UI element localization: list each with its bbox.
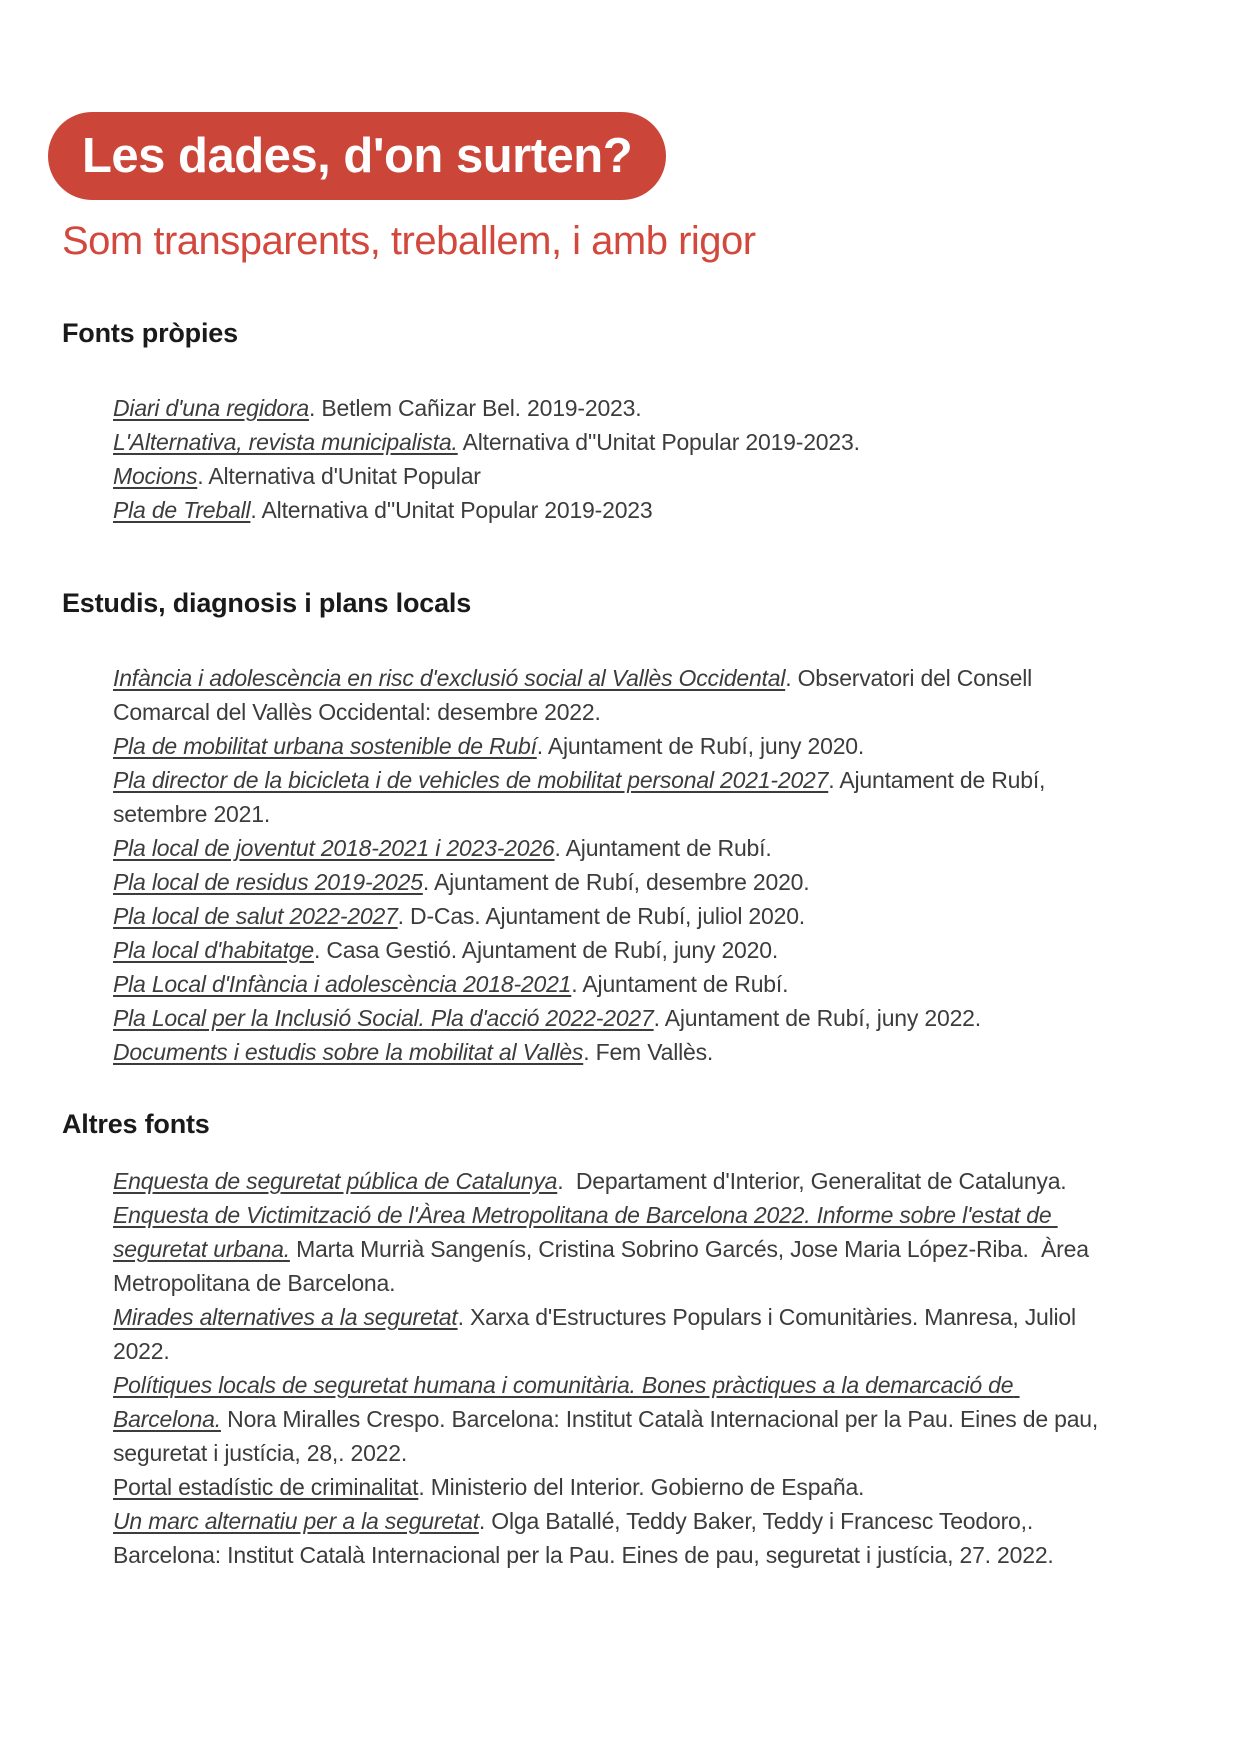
source-item [113, 661, 1118, 729]
source-item [113, 899, 1118, 933]
source-citation: Nora Miralles Crespo. Barcelona: Institut Català Internacional per la Pau. Eines de pau, seguretat i justícia, 28,. 2022. [113, 1406, 1105, 1466]
source-title-link[interactable]: Pla director de la bicicleta i de vehicles de mobilitat personal 2021-2027 [113, 767, 829, 793]
source-title-link[interactable]: Pla local de residus 2019-2025 [113, 869, 423, 895]
source-item [113, 1504, 1118, 1572]
source-title-link[interactable]: Pla local de salut 2022-2027 [113, 903, 398, 929]
section-heading-fonts-propies: Fonts pròpies [62, 318, 238, 348]
source-title-link[interactable]: Infància i adolescència en risc d'exclusió social al Vallès Occidental [113, 665, 786, 691]
source-list [113, 661, 1118, 1069]
source-item [113, 1001, 1118, 1035]
source-title-link[interactable]: Enquesta de Victimització de l'Àrea Metropolitana de Barcelona 2022. Informe sobre l'estat de seguretat urbana. [113, 1202, 1058, 1262]
source-citation: . Alternativa d'Unitat Popular [197, 463, 481, 489]
source-citation: . Casa Gestió. Ajuntament de Rubí, juny 2020. [313, 937, 779, 963]
source-title-link[interactable]: Polítiques locals de seguretat humana i comunitària. Bones pràctiques a la demarcació de Barcelona. [113, 1372, 1020, 1432]
source-item [113, 865, 1118, 899]
sections-container [62, 318, 1179, 1572]
source-item [113, 459, 1118, 493]
source-item [113, 1368, 1118, 1470]
source-citation: . Ministerio del Interior. Gobierno de España. [418, 1474, 865, 1500]
source-list [113, 1164, 1118, 1572]
source-item [113, 1300, 1118, 1368]
source-title-link[interactable]: Pla de mobilitat urbana sostenible de Rubí [113, 733, 537, 759]
source-item [113, 1198, 1118, 1300]
source-item [113, 1470, 1118, 1504]
source-item [113, 831, 1118, 865]
section-heading-estudis-diagnosis-i-plans-locals: Estudis, diagnosis i plans locals [62, 588, 472, 618]
source-title-link[interactable]: Pla local d'habitatge [113, 937, 314, 963]
source-title-link[interactable]: Enquesta de seguretat pública de Catalunya [113, 1168, 558, 1194]
source-citation: . Observatori del Consell Comarcal del Vallès Occidental: desembre 2022. [113, 665, 1039, 725]
source-item [113, 1035, 1118, 1069]
source-item [113, 729, 1118, 763]
source-title-link[interactable]: Un marc alternatiu per a la seguretat [113, 1508, 479, 1534]
source-title-link[interactable]: L'Alternativa, revista municipalista. [113, 429, 458, 455]
section-heading-altres-fonts: Altres fonts [62, 1109, 210, 1139]
source-citation: . Ajuntament de Rubí, setembre 2021. [113, 767, 1052, 827]
source-citation: . Fem Vallès. [583, 1039, 714, 1065]
source-item [113, 967, 1118, 1001]
source-title-link[interactable]: Pla Local per la Inclusió Social. Pla d'acció 2022-2027 [113, 1005, 654, 1031]
source-list [113, 391, 1118, 527]
source-citation: . Alternativa d''Unitat Popular 2019-2023 [250, 497, 653, 523]
source-citation: . Ajuntament de Rubí. [554, 835, 772, 861]
section-fonts-propies [62, 318, 1179, 527]
section-altres-fonts [62, 1109, 1179, 1572]
source-citation: Marta Murrià Sangenís, Cristina Sobrino Garcés, Jose Maria López-Riba. Àrea Metropolitana de Barcelona. [113, 1236, 1095, 1296]
source-title-link[interactable]: Mocions [113, 463, 198, 489]
source-citation: . Olga Batallé, Teddy Baker, Teddy i Francesc Teodoro,. Barcelona: Institut Català Internacional per la Pau. Eines de pau, seguretat i justícia, 27. 2022. [113, 1508, 1054, 1568]
source-citation: . Ajuntament de Rubí, juny 2022. [653, 1005, 981, 1031]
source-citation: Alternativa d''Unitat Popular 2019-2023. [457, 429, 860, 455]
source-citation: . Xarxa d'Estructures Populars i Comunitàries. Manresa, Juliol 2022. [113, 1304, 1083, 1364]
source-citation: . Ajuntament de Rubí, desembre 2020. [422, 869, 810, 895]
source-item [113, 933, 1118, 967]
source-item [113, 493, 1118, 527]
page-subtitle: Som transparents, treballem, i amb rigor [62, 219, 756, 263]
source-title-link[interactable]: Pla local de joventut 2018-2021 i 2023-2026 [113, 835, 555, 861]
source-item [113, 425, 1118, 459]
page-title-banner [48, 112, 666, 200]
source-citation: . Betlem Cañizar Bel. 2019-2023. [309, 395, 642, 421]
source-title-link[interactable]: Documents i estudis sobre la mobilitat al Vallès [113, 1039, 584, 1065]
source-citation: . Departament d'Interior, Generalitat de Catalunya. [557, 1168, 1067, 1194]
source-title-link[interactable]: Mirades alternatives a la seguretat [113, 1304, 458, 1330]
source-citation: . D-Cas. Ajuntament de Rubí, juliol 2020. [397, 903, 805, 929]
source-title-link[interactable]: Pla de Treball [113, 497, 251, 523]
source-title-link[interactable]: Diari d'una regidora [113, 395, 310, 421]
source-citation: . Ajuntament de Rubí. [571, 971, 789, 997]
page-title: Les dades, d'on surten? [82, 129, 633, 183]
source-title-link[interactable]: Pla Local d'Infància i adolescència 2018-2021 [113, 971, 572, 997]
source-citation: . Ajuntament de Rubí, juny 2020. [536, 733, 865, 759]
source-title-link[interactable]: Portal estadístic de criminalitat [113, 1474, 419, 1500]
section-estudis-diagnosis-i-plans-locals [62, 588, 1179, 1069]
source-item [113, 763, 1118, 831]
source-item [113, 1164, 1118, 1198]
source-item [113, 391, 1118, 425]
